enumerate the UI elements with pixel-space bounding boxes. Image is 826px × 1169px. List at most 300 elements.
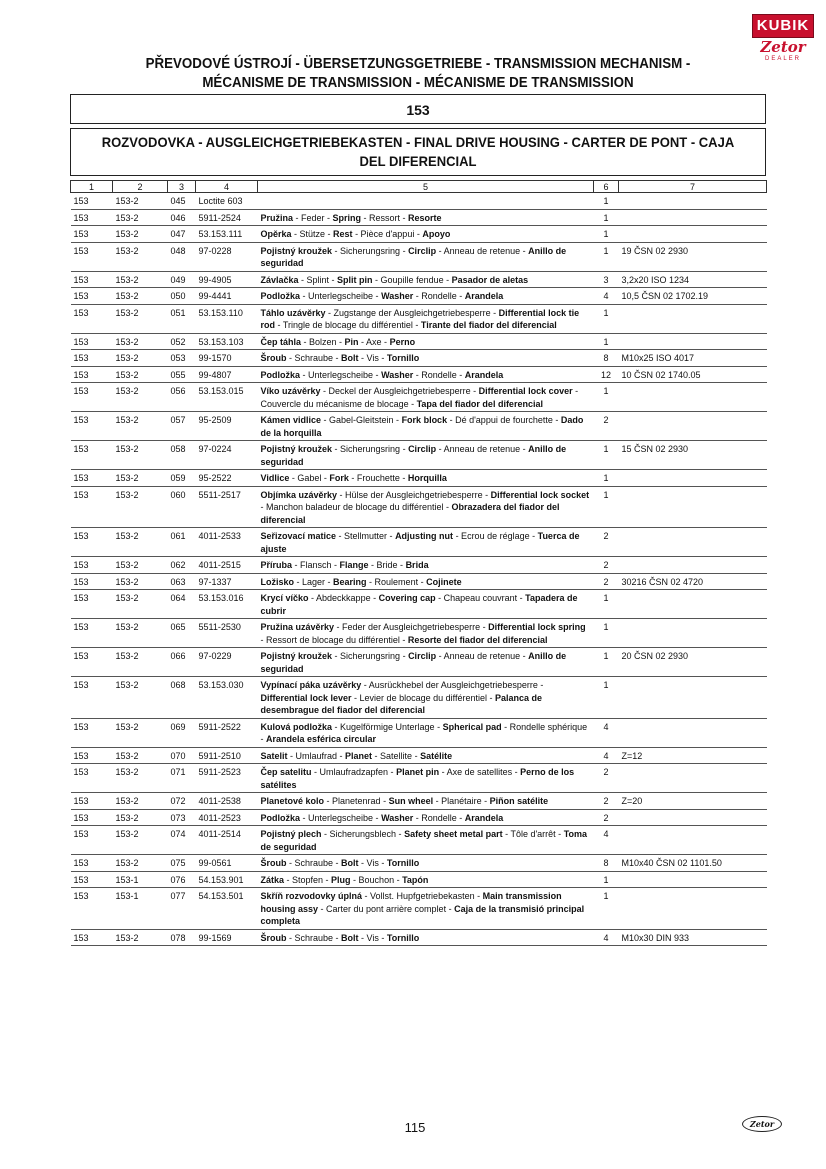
description-translation: - Umlaufradzapfen - (311, 767, 397, 777)
description-term: Resorte (408, 212, 442, 223)
description-translation: - Ressort - (361, 212, 409, 223)
description-translation: - Anneau de retenue - (436, 245, 529, 256)
ref-subgroup-cell: 153-2 (113, 304, 168, 333)
table-row (71, 528, 767, 557)
description-term: Piñon satélite (489, 796, 549, 806)
table-row (71, 747, 767, 764)
logo-top-text: KUBIK (752, 14, 814, 38)
quantity-cell: 4 (594, 718, 619, 747)
description-translation: - Stellmutter - (336, 531, 396, 541)
description-cell (258, 871, 594, 888)
description-translation: - Vis - (358, 858, 387, 868)
quantity-cell: 1 (594, 383, 619, 412)
quantity-cell: 2 (594, 557, 619, 574)
note-cell: 3,2x20 ISO 1234 (619, 271, 767, 288)
ref-group-cell: 153 (71, 826, 113, 855)
description-term: Tapón (402, 874, 429, 885)
part-number-cell: 5911-2524 (196, 209, 258, 226)
quantity-cell: 2 (594, 793, 619, 810)
table-row (71, 557, 767, 574)
ref-subgroup-cell: 153-2 (113, 590, 168, 619)
description-translation: - Frouchette - (348, 473, 408, 483)
ref-group-cell: 153 (71, 209, 113, 226)
description-term: Cojinete (426, 576, 462, 587)
description-term: Táhlo uzávěrky (260, 307, 326, 318)
note-cell (619, 383, 767, 412)
part-number-cell: 53.153.030 (196, 677, 258, 719)
description-term: Caja de la transmisió principal completa (260, 903, 585, 926)
note-cell: 10 ČSN 02 1740.05 (619, 366, 767, 383)
quantity-cell: 1 (594, 242, 619, 271)
description-term: Bolt (341, 858, 359, 868)
note-cell (619, 619, 767, 648)
description-term: Fork block (401, 415, 448, 425)
description-translation: - Sicherungsring - (332, 651, 409, 661)
note-cell: 20 ČSN 02 2930 (619, 648, 767, 677)
position-cell: 055 (168, 366, 196, 383)
description-cell (258, 809, 594, 826)
description-cell (258, 557, 594, 574)
description-translation: - Splint - (298, 274, 338, 285)
description-term: Objímka uzávěrky (260, 489, 338, 500)
ref-group-cell: 153 (71, 677, 113, 719)
table-row (71, 304, 767, 333)
description-term: Arandela (464, 291, 504, 301)
description-translation: - Umlaufrad - (287, 750, 346, 761)
description-term: Kámen vidlice (260, 415, 322, 425)
description-term: Šroub (260, 353, 287, 363)
description-term: Resorte del fiador del diferencial (407, 634, 548, 645)
description-translation: - Unterlegscheibe - (300, 291, 382, 301)
note-cell (619, 590, 767, 619)
part-number-cell: 4011-2538 (196, 793, 258, 810)
quantity-cell: 4 (594, 747, 619, 764)
description-cell (258, 441, 594, 470)
ref-group-cell: 153 (71, 929, 113, 946)
part-number-cell: 54.153.901 (196, 871, 258, 888)
column-header: 1 (71, 181, 113, 193)
table-row (71, 242, 767, 271)
table-row (71, 193, 767, 210)
parts-table-body (71, 193, 767, 946)
table-row (71, 350, 767, 367)
quantity-cell: 2 (594, 809, 619, 826)
part-number-cell: 99-1569 (196, 929, 258, 946)
position-cell: 052 (168, 333, 196, 350)
description-term: Pojistný kroužek (260, 651, 333, 661)
column-header: 4 (196, 181, 258, 193)
ref-subgroup-cell: 153-2 (113, 193, 168, 210)
column-header: 6 (594, 181, 619, 193)
description-translation: - Unterlegscheibe - (300, 369, 382, 380)
description-term: Satelit (260, 750, 288, 761)
description-cell (258, 209, 594, 226)
quantity-cell: 1 (594, 333, 619, 350)
ref-group-cell: 153 (71, 441, 113, 470)
note-cell (619, 486, 767, 528)
ref-group-cell: 153 (71, 242, 113, 271)
description-term: Bearing (333, 576, 367, 587)
description-term: Pasador de aletas (451, 274, 529, 285)
description-cell (258, 366, 594, 383)
description-term: Tornillo (386, 858, 420, 868)
description-term: Perno (389, 336, 416, 347)
quantity-cell: 1 (594, 648, 619, 677)
logo-small-text: DEALER (764, 56, 801, 62)
description-term: Obrazadera del fiador del diferencial (260, 502, 560, 525)
description-term: Opěrka (260, 229, 292, 239)
ref-group-cell: 153 (71, 619, 113, 648)
position-cell: 050 (168, 288, 196, 305)
ref-group-cell: 153 (71, 793, 113, 810)
part-number-cell: 4011-2533 (196, 528, 258, 557)
description-term: Arandela (464, 812, 504, 823)
position-cell: 076 (168, 871, 196, 888)
quantity-cell: 12 (594, 366, 619, 383)
position-cell: 046 (168, 209, 196, 226)
quantity-cell: 2 (594, 412, 619, 441)
description-term: Sun wheel (388, 796, 434, 806)
table-row (71, 226, 767, 243)
description-cell (258, 573, 594, 590)
ref-subgroup-cell: 153-2 (113, 826, 168, 855)
description-cell (258, 718, 594, 747)
position-cell: 066 (168, 648, 196, 677)
quantity-cell: 3 (594, 271, 619, 288)
ref-subgroup-cell: 153-2 (113, 809, 168, 826)
position-cell: 077 (168, 888, 196, 930)
description-translation: - Bride - (368, 560, 406, 570)
ref-subgroup-cell: 153-2 (113, 333, 168, 350)
quantity-cell: 1 (594, 209, 619, 226)
description-term: Víko uzávěrky (260, 386, 321, 396)
table-row (71, 855, 767, 872)
description-translation: - Chapeau couvrant - (435, 593, 526, 603)
part-number-cell: 54.153.501 (196, 888, 258, 930)
description-term: Perno de los satélites (260, 767, 575, 790)
description-translation: - Schraube - (286, 858, 342, 868)
description-term: Dado de la horquilla (260, 415, 584, 438)
ref-group-cell: 153 (71, 871, 113, 888)
description-translation: - Sicherungsblech - (321, 829, 405, 839)
ref-group-cell: 153 (71, 528, 113, 557)
ref-subgroup-cell: 153-2 (113, 350, 168, 367)
position-cell: 078 (168, 929, 196, 946)
description-term: Safety sheet metal part (404, 829, 503, 839)
table-row (71, 590, 767, 619)
note-cell: Z=12 (619, 747, 767, 764)
description-cell (258, 528, 594, 557)
position-cell: 049 (168, 271, 196, 288)
ref-subgroup-cell: 153-2 (113, 383, 168, 412)
table-row (71, 809, 767, 826)
ref-subgroup-cell: 153-2 (113, 648, 168, 677)
description-term: Toma de seguridad (260, 829, 588, 852)
description-term: Příruba (260, 560, 293, 570)
description-term: Pojistný plech (260, 829, 322, 839)
description-translation: - Hülse der Ausgleichgetriebesperre - (337, 489, 491, 500)
position-cell: 060 (168, 486, 196, 528)
position-cell: 045 (168, 193, 196, 210)
position-cell: 053 (168, 350, 196, 367)
quantity-cell: 1 (594, 590, 619, 619)
description-term: Tornillo (386, 932, 420, 943)
description-cell (258, 929, 594, 946)
description-translation: - Ressort de blocage du différentiel - (260, 634, 408, 645)
description-term: Planet pin (396, 767, 440, 777)
quantity-cell: 1 (594, 677, 619, 719)
ref-group-cell: 153 (71, 470, 113, 487)
description-term: Zátka (260, 874, 285, 885)
table-row (71, 288, 767, 305)
description-translation: - Tringle de blocage du différentiel - (275, 320, 421, 330)
description-term: Pojistný kroužek (260, 444, 333, 454)
quantity-cell: 1 (594, 193, 619, 210)
description-translation: - Sicherungsring - (332, 245, 409, 256)
description-term: Čep satelitu (260, 767, 312, 777)
description-translation: - Ecrou de réglage - (453, 531, 538, 541)
description-term: Čep táhla (260, 336, 302, 347)
note-cell (619, 557, 767, 574)
ref-subgroup-cell: 153-2 (113, 288, 168, 305)
note-cell (619, 718, 767, 747)
description-term: Pružina (260, 212, 294, 223)
description-translation: - Rondelle - (413, 291, 465, 301)
ref-group-cell: 153 (71, 288, 113, 305)
ref-group-cell: 153 (71, 486, 113, 528)
ref-group-cell: 153 (71, 333, 113, 350)
description-translation: - Satellite - (372, 750, 421, 761)
note-cell: 15 ČSN 02 2930 (619, 441, 767, 470)
description-translation: - Anneau de retenue - (436, 651, 529, 661)
description-term: Anillo de seguridad (260, 245, 567, 268)
ref-group-cell: 153 (71, 764, 113, 793)
ref-subgroup-cell: 153-2 (113, 619, 168, 648)
description-translation: - Stopfen - (284, 874, 332, 885)
note-cell (619, 304, 767, 333)
part-number-cell: 99-4441 (196, 288, 258, 305)
note-cell: 10,5 ČSN 02 1702.19 (619, 288, 767, 305)
quantity-cell: 1 (594, 441, 619, 470)
description-cell (258, 271, 594, 288)
note-cell (619, 826, 767, 855)
part-number-cell: 4011-2515 (196, 557, 258, 574)
position-cell: 069 (168, 718, 196, 747)
description-cell (258, 242, 594, 271)
description-term: Vypínací páka uzávěrky (260, 680, 362, 690)
description-term: Washer (381, 291, 414, 301)
note-cell: 30216 ČSN 02 4720 (619, 573, 767, 590)
position-cell: 047 (168, 226, 196, 243)
description-term: Tapadera de cubrir (260, 593, 578, 616)
ref-subgroup-cell: 153-2 (113, 470, 168, 487)
description-term: Adjusting nut (395, 531, 454, 541)
ref-subgroup-cell: 153-2 (113, 677, 168, 719)
quantity-cell: 1 (594, 226, 619, 243)
ref-group-cell: 153 (71, 718, 113, 747)
part-number-cell: 5911-2523 (196, 764, 258, 793)
ref-subgroup-cell: 153-2 (113, 486, 168, 528)
description-cell (258, 470, 594, 487)
description-translation: - Rondelle - (413, 369, 465, 380)
description-term: Plug (331, 874, 351, 885)
position-cell: 070 (168, 747, 196, 764)
ref-subgroup-cell: 153-2 (113, 557, 168, 574)
ref-subgroup-cell: 153-2 (113, 747, 168, 764)
note-cell (619, 333, 767, 350)
part-number-cell: 97-1337 (196, 573, 258, 590)
description-cell (258, 747, 594, 764)
note-cell: M10x25 ISO 4017 (619, 350, 767, 367)
ref-subgroup-cell: 153-1 (113, 871, 168, 888)
description-translation: - Pièce d'appui - (352, 229, 423, 239)
description-translation: - Manchon baladeur de blocage du différentiel - (260, 502, 452, 512)
ref-group-cell: 153 (71, 271, 113, 288)
description-translation: - Anneau de retenue - (436, 444, 529, 454)
ref-subgroup-cell: 153-2 (113, 271, 168, 288)
description-translation: - Schraube - (286, 932, 342, 943)
part-number-cell: 53.153.110 (196, 304, 258, 333)
quantity-cell: 4 (594, 929, 619, 946)
description-term: Main transmission housing assy (260, 891, 562, 914)
note-cell: M10x40 ČSN 02 1101.50 (619, 855, 767, 872)
section-title (70, 128, 766, 176)
parts-table (70, 180, 767, 946)
table-row (71, 333, 767, 350)
part-number-cell: 5911-2522 (196, 718, 258, 747)
ref-group-cell: 153 (71, 809, 113, 826)
description-term: Covering cap (378, 593, 436, 603)
quantity-cell: 8 (594, 855, 619, 872)
description-cell (258, 412, 594, 441)
part-number-cell: 99-4807 (196, 366, 258, 383)
position-cell: 074 (168, 826, 196, 855)
ref-group-cell: 153 (71, 350, 113, 367)
page-title: PŘEVODOVÉ ÚSTROJÍ - ÜBERSETZUNGSGETRIEBE - TRANSMISSION MECHANISM - MÉCANISME DE TRANSMISSION - MÉCANISME DE TRANSMISSION (145, 56, 691, 91)
table-row (71, 677, 767, 719)
description-term: Podložka (260, 369, 301, 380)
description-translation: - Levier de blocage du différentiel - (351, 692, 495, 703)
table-row (71, 793, 767, 810)
description-translation: - Gabel - (289, 473, 330, 483)
description-cell (258, 288, 594, 305)
description-cell (258, 304, 594, 333)
column-header: 7 (619, 181, 767, 193)
description-cell (258, 648, 594, 677)
description-cell (258, 333, 594, 350)
description-translation: - Planétaire - (433, 796, 490, 806)
position-cell: 062 (168, 557, 196, 574)
table-row (71, 619, 767, 648)
description-term: Podložka (260, 291, 301, 301)
position-cell: 064 (168, 590, 196, 619)
ref-subgroup-cell: 153-2 (113, 242, 168, 271)
section-title-text: ROZVODOVKA - AUSGLEICHGETRIEBEKASTEN - FINAL DRIVE HOUSING - CARTER DE PONT - CAJA DEL DIFERENCIAL (101, 134, 735, 169)
part-number-cell: 99-1570 (196, 350, 258, 367)
position-cell: 048 (168, 242, 196, 271)
description-term: Ložisko (260, 576, 295, 587)
table-row (71, 271, 767, 288)
description-term: Bolt (341, 932, 359, 943)
table-row (71, 929, 767, 946)
table-row (71, 412, 767, 441)
quantity-cell: 1 (594, 304, 619, 333)
ref-subgroup-cell: 153-2 (113, 573, 168, 590)
note-cell (619, 764, 767, 793)
description-term: Planetové kolo (260, 796, 325, 806)
note-cell (619, 809, 767, 826)
table-row (71, 209, 767, 226)
description-translation: - Feder - (293, 212, 333, 223)
description-term: Arandela esférica circular (266, 734, 377, 744)
part-number-cell: 53.153.103 (196, 333, 258, 350)
part-number-cell: 53.153.015 (196, 383, 258, 412)
description-term: Flange (339, 560, 369, 570)
description-cell (258, 677, 594, 719)
quantity-cell: 2 (594, 573, 619, 590)
description-translation: - Roulement - (366, 576, 427, 587)
table-row (71, 888, 767, 930)
position-cell: 071 (168, 764, 196, 793)
description-cell (258, 486, 594, 528)
description-term: Závlačka (260, 274, 299, 285)
ref-subgroup-cell: 153-2 (113, 764, 168, 793)
description-cell (258, 193, 594, 210)
description-term: Tirante del fiador del diferencial (420, 320, 557, 330)
position-cell: 065 (168, 619, 196, 648)
description-term: Planet (345, 750, 373, 761)
description-term: Horquilla (407, 473, 447, 483)
description-term: Anillo de seguridad (260, 444, 567, 467)
position-cell: 073 (168, 809, 196, 826)
description-term: Palanca de desembrague del fiador del diferencial (260, 692, 542, 715)
table-row (71, 366, 767, 383)
description-translation: - Rondelle sphérique - (260, 721, 588, 744)
description-term: Spring (332, 212, 362, 223)
description-term: Šroub (260, 858, 287, 868)
quantity-cell: 1 (594, 470, 619, 487)
description-term: Spherical pad (442, 721, 502, 732)
description-cell (258, 590, 594, 619)
part-number-cell: 95-2522 (196, 470, 258, 487)
table-row (71, 383, 767, 412)
column-header: 3 (168, 181, 196, 193)
description-cell (258, 619, 594, 648)
description-translation: - Bolzen - (301, 336, 345, 347)
part-number-cell: 5511-2530 (196, 619, 258, 648)
description-term: Tuerca de ajuste (260, 531, 580, 554)
note-cell (619, 470, 767, 487)
table-row (71, 573, 767, 590)
part-number-cell: 97-0229 (196, 648, 258, 677)
quantity-cell: 2 (594, 764, 619, 793)
quantity-cell: 1 (594, 486, 619, 528)
note-cell (619, 888, 767, 930)
description-term: Washer (381, 369, 414, 380)
description-translation: - Vollst. Hupfgetriebekasten - (362, 891, 483, 901)
ref-group-cell: 153 (71, 304, 113, 333)
quantity-cell: 1 (594, 619, 619, 648)
description-cell (258, 226, 594, 243)
description-translation: - Deckel der Ausgleichgetriebesperre - (320, 386, 479, 396)
description-cell (258, 793, 594, 810)
quantity-cell: 1 (594, 871, 619, 888)
ref-subgroup-cell: 153-2 (113, 209, 168, 226)
ref-subgroup-cell: 153-2 (113, 718, 168, 747)
note-cell: 19 ČSN 02 2930 (619, 242, 767, 271)
description-term: Pojistný kroužek (260, 245, 333, 256)
description-term: Krycí víčko (260, 593, 309, 603)
